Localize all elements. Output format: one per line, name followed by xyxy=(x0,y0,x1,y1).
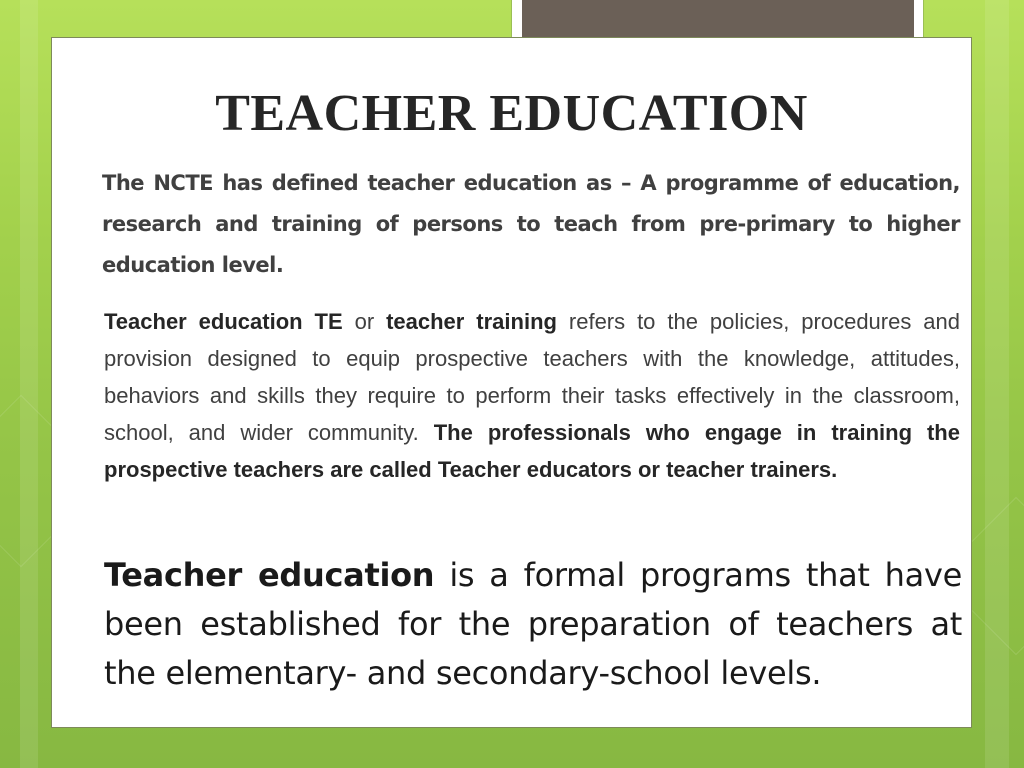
te-paragraph-emphasis: The professionals who engage in training the prospective teachers are called Teacher educators or teacher trainers. xyxy=(104,420,960,482)
connector-or: or xyxy=(342,309,387,334)
background-streak xyxy=(985,0,1009,768)
background-streak xyxy=(20,0,38,768)
formal-programs-paragraph xyxy=(104,551,962,698)
slide-title: TEACHER EDUCATION xyxy=(215,85,808,142)
te-paragraph-body: refers to the policies, procedures and provision designed to equip prospective teachers with the knowledge, attitudes, behaviors and skills they require to perform their tasks effectively in the classroom, school, and wider community. xyxy=(104,309,960,445)
formal-paragraph-body: is a formal programs that have been established for the preparation of teachers at the elementary- and secondary-school levels. xyxy=(104,556,962,692)
term-teacher-education: Teacher education xyxy=(104,556,435,594)
term-teacher-training: teacher training xyxy=(386,309,557,334)
ncte-definition-text: The NCTE has defined teacher education as – A programme of education, research and training of persons to teach from pre-primary to higher education level. xyxy=(102,171,960,277)
term-teacher-education-te: Teacher education TE xyxy=(104,309,343,334)
teacher-education-paragraph xyxy=(104,303,960,488)
